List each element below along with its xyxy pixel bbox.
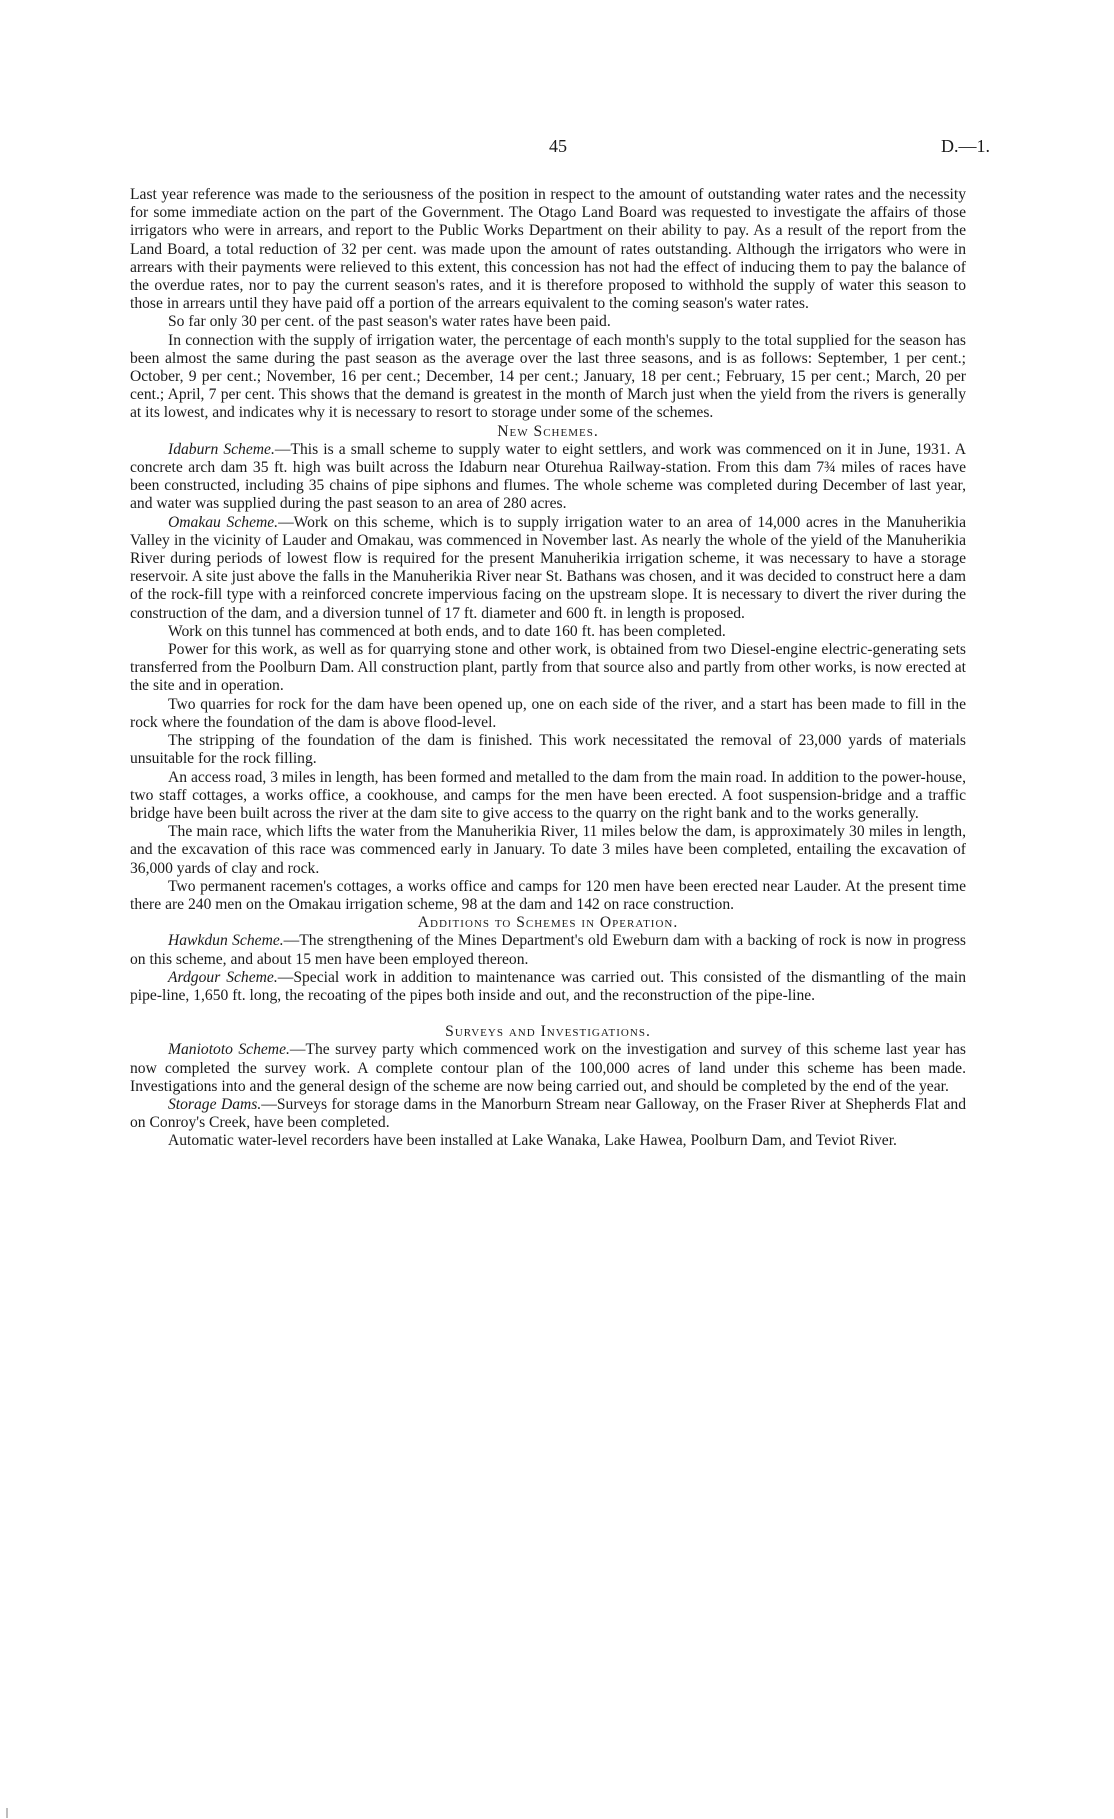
idaburn-text: —This is a small scheme to supply water to eight settlers, and work was commenced on it in June, 1931. A concrete arch dam 35 ft. high was built across the Idaburn near Oturehua Railway-station. From this dam 7¾ miles of races have been constructed, including 35 chains of pipe siphons and flumes. The whole scheme was completed during December of last year, and water was supplied during the past season to an area of 280 acres. (130, 440, 966, 513)
heading-additions: Additions to Schemes in Operation. (417, 914, 679, 932)
paragraph-power: Power for this work, as well as for quarrying stone and other work, is obtained from two Diesel-engine electric-generating sets transferred from the Poolburn Dam. All construction plant, partly from that source also and partly from other works, is now erected at the site and in operation. (130, 641, 966, 695)
paragraph-access-road: An access road, 3 miles in length, has been formed and metalled to the dam from the main road. In addition to the power-house, two staff cottages, a works office, a cookhouse, and camps for the men have been erected. A foot suspension-bridge and a traffic bridge have been built across the river at the dam site to give access to the quarry on the right bank and to the works generally. (130, 768, 966, 822)
body-text (130, 186, 966, 1151)
paragraph-recorders: Automatic water-level recorders have been installed at Lake Wanaka, Lake Hawea, Poolburn Dam, and Teviot River. (168, 1132, 897, 1150)
ardgour-text: —Special work in addition to maintenance was carried out. This consisted of the dismantling of the main pipe-line, 1,650 ft. long, the recoating of the pipes both inside and out, and the reconstruction of the pipe-line. (130, 968, 966, 1004)
paragraph-idaburn (130, 441, 966, 514)
maniototo-text: —The survey party which commenced work on the investigation and survey of this scheme last year has now completed the survey work. A complete contour plan of the 100,000 acres of land under this scheme has been made. Investigations into and the general design of the scheme are now being carried out, and should be completed by the end of the year. (130, 1041, 966, 1095)
omakau-title: Omakau Scheme. (168, 513, 279, 531)
heading-surveys: Surveys and Investigations. (445, 1023, 651, 1041)
paragraph-maniototo (130, 1041, 966, 1096)
paragraph-tunnel: Work on this tunnel has commenced at both ends, and to date 160 ft. has been completed. (168, 622, 726, 640)
page-number: 45 (549, 136, 567, 156)
hawkdun-title: Hawkdun Scheme. (168, 932, 284, 950)
hawkdun-text: —The strengthening of the Mines Department's old Eweburn dam with a backing of rock is now in progress on this scheme, and about 15 men have been employed thereon. (130, 932, 966, 968)
paragraph-hawkdun (130, 932, 966, 968)
scan-margin-mark (6, 1808, 8, 1818)
ardgour-title: Ardgour Scheme. (168, 968, 278, 986)
maniototo-title: Maniototo Scheme. (168, 1041, 290, 1059)
paragraph-main-race: The main race, which lifts the water from the Manuherikia River, 11 miles below the dam, is approximately 30 miles in length, and the excavation of this race was commenced early in January. To date 3 miles have been completed, entailing the excavation of 36,000 yards of clay and rock. (130, 823, 966, 877)
storage-title: Storage Dams. (168, 1095, 262, 1113)
paragraph-quarries: Two quarries for rock for the dam have been opened up, one on each side of the river, and a start has been made to fill in the rock where the foundation of the dam is above flood-level. (130, 695, 966, 731)
paragraph-omakau (130, 514, 966, 623)
paragraph-storage-dams (130, 1096, 966, 1132)
paragraph-monthly-supply: In connection with the supply of irrigation water, the percentage of each month's supply to the total supplied for the season has been almost the same during the past season as the average over the last three seasons, and is as follows: September, 1 per cent.; October, 9 per cent.; November, 16 per cent.; December, 14 per cent.; January, 18 per cent.; February, 15 per cent.; March, 20 per cent.; April, 7 per cent. This shows that the demand is greatest in the month of March just when the yield from the rivers is generally at its lowest, and indicates why it is necessary to resort to storage under some of the schemes. (130, 331, 966, 422)
paragraph-rates-paid: So far only 30 per cent. of the past season's water rates have been paid. (168, 313, 611, 331)
section-gap (130, 1005, 966, 1023)
paragraph-stripping: The stripping of the foundation of the dam is finished. This work necessitated the removal of 23,000 yards of materials unsuitable for the rock filling. (130, 732, 966, 768)
storage-text: —Surveys for storage dams in the Manorburn Stream near Galloway, on the Fraser River at Shepherds Flat and on Conroy's Creek, have been completed. (130, 1095, 966, 1132)
report-reference: D.—1. (941, 136, 990, 156)
paragraph-ardgour (130, 969, 966, 1005)
omakau-text: —Work on this scheme, which is to supply irrigation water to an area of 14,000 acres in the Manuherikia Valley in the vicinity of Lauder and Omakau, was commenced in November last. As nearly the whole of the yield of the Manuherikia River during periods of lowest flow is required for the present Manuherikia irrigation scheme, it was necessary to have a storage reservoir. A site just above the falls in the Manuherikia River near St. Bathans was chosen, and it was decided to construct here a dam of the rock-fill type with a reinforced concrete impervious facing on the upstream slope. It is necessary to divert the river during the construction of the dam, and a diversion tunnel of 17 ft. diameter and 600 ft. in length is proposed. (130, 513, 966, 622)
heading-new-schemes: New Schemes. (497, 422, 599, 440)
paragraph-water-rates: Last year reference was made to the seriousness of the position in respect to the amount of outstanding water rates and the necessity for some immediate action on the part of the Government. The Otago Land Board was requested to investigate the affairs of those irrigators who were in arrears, and report to the Public Works Department on their ability to pay. As a result of the report from the Land Board, a total reduction of 32 per cent. was made upon the amount of rates outstanding. Although the irrigators who were in arrears with their payments were relieved to this extent, this concession has not had the effect of inducing them to pay the balance of the overdue rates, nor to pay the current season's rates, and it is therefore proposed to withhold the supply of water this season to those in arrears until they have paid off a portion of the arrears equivalent to the coming season's water rates. (130, 186, 966, 313)
paragraph-cottages: Two permanent racemen's cottages, a works office and camps for 120 men have been erected near Lauder. At the present time there are 240 men on the Omakau irrigation scheme, 98 at the dam and 142 on race construction. (130, 877, 966, 913)
idaburn-title: Idaburn Scheme. (168, 440, 275, 458)
